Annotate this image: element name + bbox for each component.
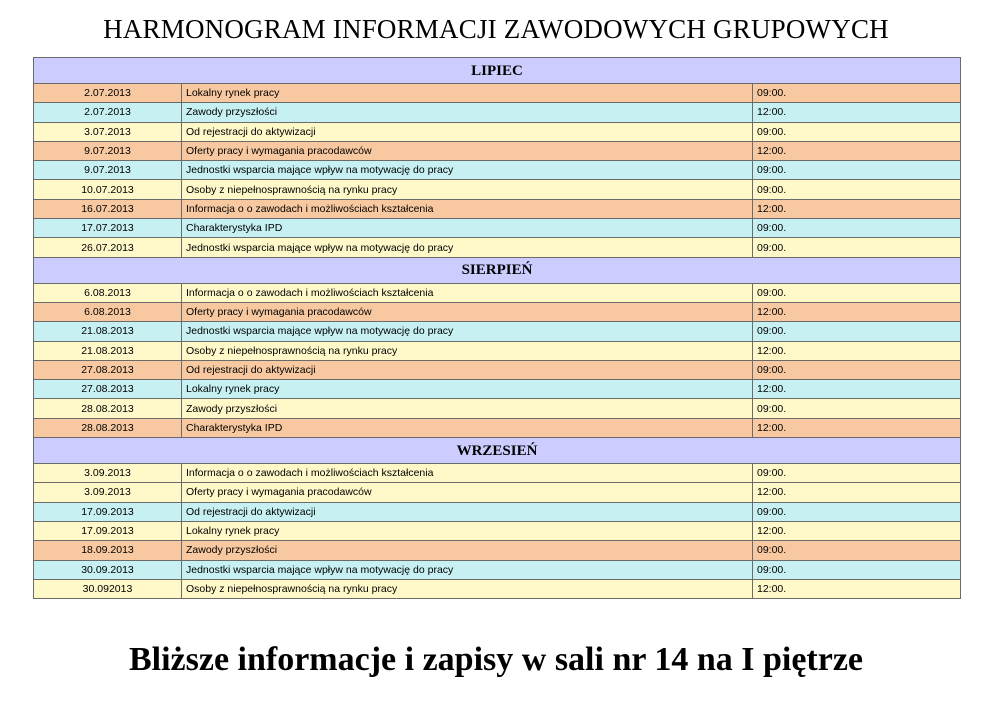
date-cell: 21.08.2013 <box>34 322 182 341</box>
month-name: SIERPIEŃ <box>34 257 961 283</box>
footer-note: Bliższe informacje i zapisy w sali nr 14 na I piętrze <box>128 641 864 678</box>
date-cell: 17.07.2013 <box>34 219 182 238</box>
topic-cell: Oferty pracy i wymagania pracodawców <box>182 141 753 160</box>
time-cell: 09:00. <box>753 360 961 379</box>
table-row <box>34 84 961 103</box>
date-cell: 16.07.2013 <box>34 199 182 218</box>
time-cell: 09:00. <box>753 502 961 521</box>
table-row <box>34 180 961 199</box>
table-row <box>34 199 961 218</box>
table-row <box>34 399 961 418</box>
time-cell: 09:00. <box>753 122 961 141</box>
table-row <box>34 219 961 238</box>
time-cell: 12:00. <box>753 103 961 122</box>
topic-cell: Lokalny rynek pracy <box>182 521 753 540</box>
time-cell: 09:00. <box>753 180 961 199</box>
topic-cell: Lokalny rynek pracy <box>182 380 753 399</box>
time-cell: 12:00. <box>753 341 961 360</box>
time-cell: 12:00. <box>753 483 961 502</box>
table-row <box>34 502 961 521</box>
table-row <box>34 238 961 257</box>
time-cell: 09:00. <box>753 399 961 418</box>
date-cell: 3.09.2013 <box>34 483 182 502</box>
topic-cell: Od rejestracji do aktywizacji <box>182 502 753 521</box>
topic-cell: Jednostki wsparcia mające wpływ na motywację do pracy <box>182 238 753 257</box>
table-row <box>34 122 961 141</box>
table-row <box>34 560 961 579</box>
table-row <box>34 541 961 560</box>
month-header <box>34 58 961 84</box>
topic-cell: Zawody przyszłości <box>182 399 753 418</box>
month-name: WRZESIEŃ <box>34 438 961 464</box>
time-cell: 09:00. <box>753 322 961 341</box>
date-cell: 3.07.2013 <box>34 122 182 141</box>
table-row <box>34 341 961 360</box>
date-cell: 28.08.2013 <box>34 399 182 418</box>
table-row <box>34 579 961 598</box>
topic-cell: Jednostki wsparcia mające wpływ na motywację do pracy <box>182 161 753 180</box>
topic-cell: Zawody przyszłości <box>182 541 753 560</box>
table-row <box>34 483 961 502</box>
topic-cell: Informacja o o zawodach i możliwościach kształcenia <box>182 464 753 483</box>
topic-cell: Charakterystyka IPD <box>182 418 753 437</box>
topic-cell: Oferty pracy i wymagania pracodawców <box>182 302 753 321</box>
date-cell: 17.09.2013 <box>34 521 182 540</box>
date-cell: 2.07.2013 <box>34 84 182 103</box>
time-cell: 09:00. <box>753 464 961 483</box>
page-title: HARMONOGRAM INFORMACJI ZAWODOWYCH GRUPOWYCH <box>103 14 889 44</box>
date-cell: 30.09.2013 <box>34 560 182 579</box>
topic-cell: Osoby z niepełnosprawnością na rynku pracy <box>182 579 753 598</box>
time-cell: 12:00. <box>753 418 961 437</box>
date-cell: 10.07.2013 <box>34 180 182 199</box>
time-cell: 09:00. <box>753 560 961 579</box>
date-cell: 17.09.2013 <box>34 502 182 521</box>
time-cell: 12:00. <box>753 521 961 540</box>
date-cell: 30.092013 <box>34 579 182 598</box>
date-cell: 26.07.2013 <box>34 238 182 257</box>
date-cell: 18.09.2013 <box>34 541 182 560</box>
time-cell: 09:00. <box>753 238 961 257</box>
topic-cell: Informacja o o zawodach i możliwościach kształcenia <box>182 199 753 218</box>
topic-cell: Oferty pracy i wymagania pracodawców <box>182 483 753 502</box>
topic-cell: Lokalny rynek pracy <box>182 84 753 103</box>
date-cell: 9.07.2013 <box>34 161 182 180</box>
table-row <box>34 302 961 321</box>
table-row <box>34 103 961 122</box>
table-row <box>34 322 961 341</box>
table-row <box>34 283 961 302</box>
month-header <box>34 257 961 283</box>
date-cell: 9.07.2013 <box>34 141 182 160</box>
table-row <box>34 360 961 379</box>
time-cell: 12:00. <box>753 579 961 598</box>
table-row <box>34 141 961 160</box>
date-cell: 21.08.2013 <box>34 341 182 360</box>
table-row <box>34 161 961 180</box>
month-header <box>34 438 961 464</box>
time-cell: 12:00. <box>753 380 961 399</box>
date-cell: 6.08.2013 <box>34 302 182 321</box>
time-cell: 09:00. <box>753 219 961 238</box>
date-cell: 3.09.2013 <box>34 464 182 483</box>
time-cell: 12:00. <box>753 141 961 160</box>
topic-cell: Osoby z niepełnosprawnością na rynku pracy <box>182 341 753 360</box>
time-cell: 12:00. <box>753 302 961 321</box>
topic-cell: Od rejestracji do aktywizacji <box>182 360 753 379</box>
date-cell: 6.08.2013 <box>34 283 182 302</box>
schedule-table <box>33 57 961 599</box>
table-row <box>34 380 961 399</box>
date-cell: 27.08.2013 <box>34 360 182 379</box>
month-name: LIPIEC <box>34 58 961 84</box>
topic-cell: Jednostki wsparcia mające wpływ na motywację do pracy <box>182 322 753 341</box>
date-cell: 28.08.2013 <box>34 418 182 437</box>
table-row <box>34 418 961 437</box>
topic-cell: Osoby z niepełnosprawnością na rynku pracy <box>182 180 753 199</box>
time-cell: 09:00. <box>753 283 961 302</box>
date-cell: 27.08.2013 <box>34 380 182 399</box>
topic-cell: Zawody przyszłości <box>182 103 753 122</box>
time-cell: 09:00. <box>753 541 961 560</box>
date-cell: 2.07.2013 <box>34 103 182 122</box>
table-row <box>34 521 961 540</box>
time-cell: 09:00. <box>753 161 961 180</box>
time-cell: 09:00. <box>753 84 961 103</box>
topic-cell: Informacja o o zawodach i możliwościach kształcenia <box>182 283 753 302</box>
topic-cell: Od rejestracji do aktywizacji <box>182 122 753 141</box>
table-row <box>34 464 961 483</box>
topic-cell: Charakterystyka IPD <box>182 219 753 238</box>
topic-cell: Jednostki wsparcia mające wpływ na motywację do pracy <box>182 560 753 579</box>
time-cell: 12:00. <box>753 199 961 218</box>
